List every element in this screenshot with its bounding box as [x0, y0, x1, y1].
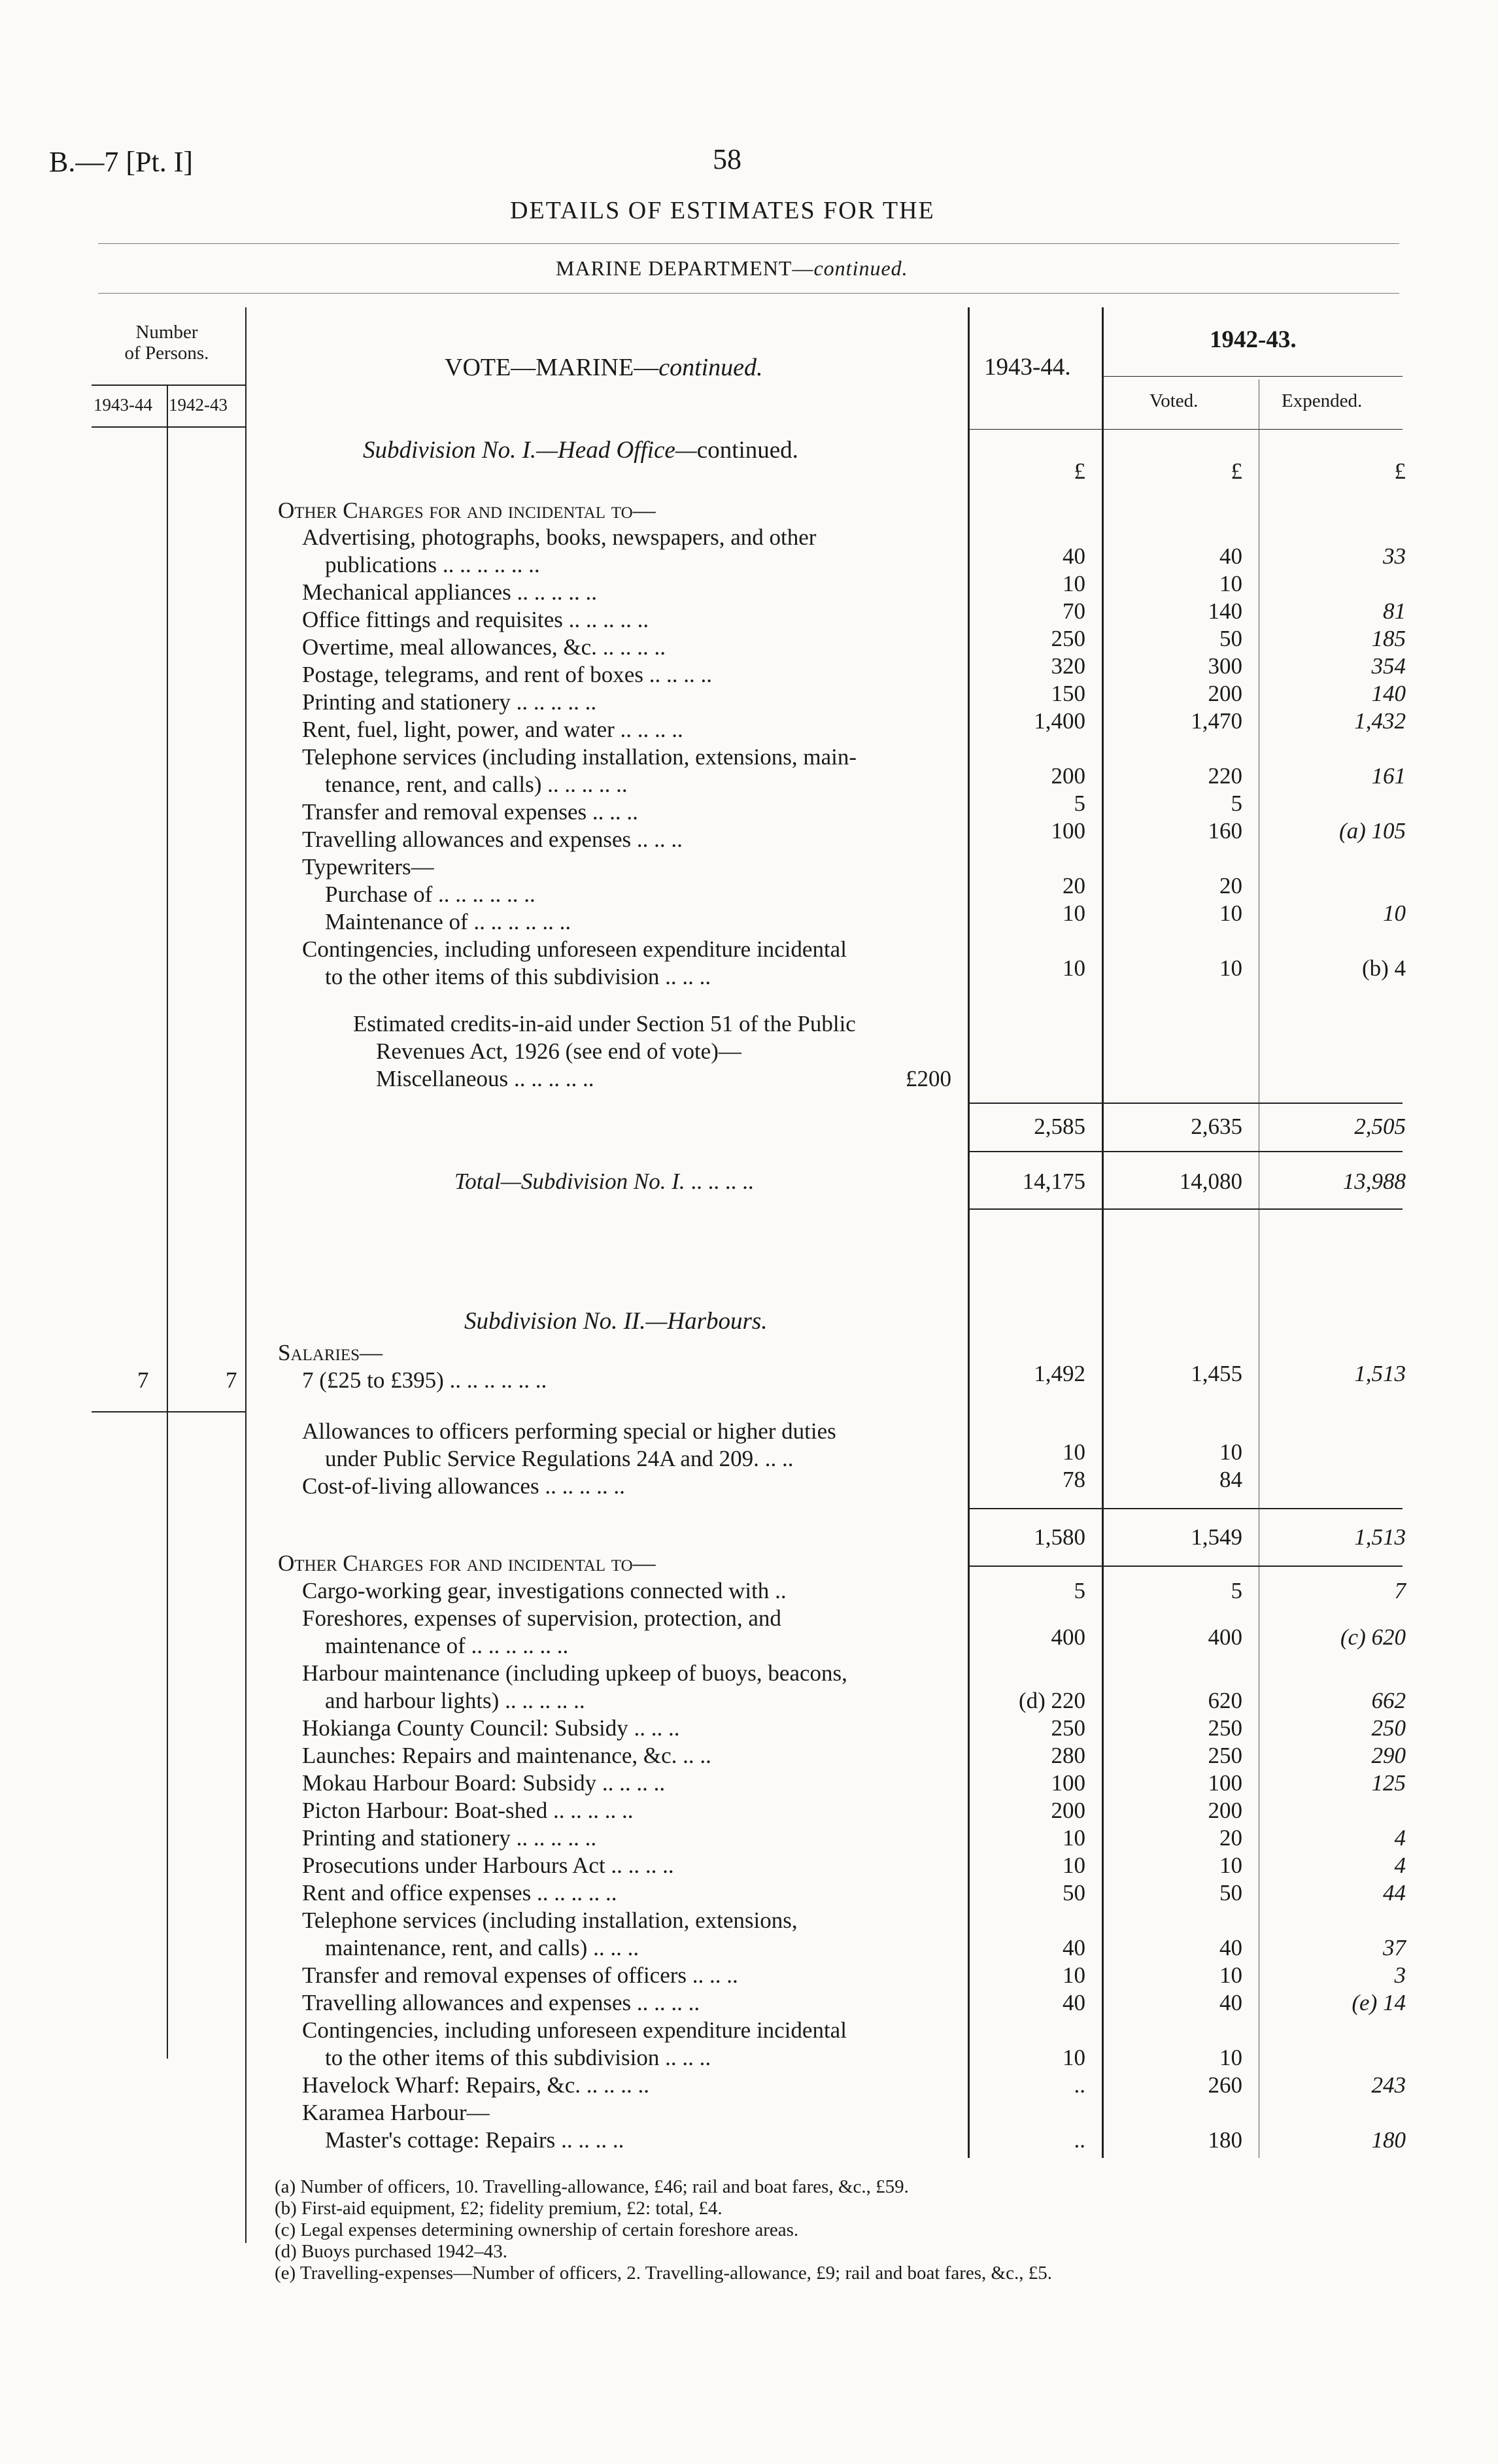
sub2-row-v3: 4: [1394, 1853, 1406, 1878]
sub2-row-label: Telephone services (including installation, extensions,: [302, 1908, 798, 1933]
sub1-row-v2: 200: [1208, 681, 1242, 706]
sub1-row-label: Printing and stationery .. .. .. .. ..: [302, 689, 597, 715]
sub2-subtotal-rule: [968, 1508, 1403, 1509]
sub1-total-v2: 14,080: [1179, 1169, 1242, 1194]
sub2-row-v3: 125: [1371, 1770, 1406, 1796]
persons-right-rule: [245, 307, 247, 2243]
sub1-row-v3: 33: [1383, 543, 1406, 569]
sub1-row-v3: 354: [1371, 653, 1406, 679]
sub1-row-label: publications .. .. .. .. .. ..: [325, 552, 540, 577]
sub1-row-v2: 1,470: [1191, 708, 1242, 734]
sub2-subtotal-v3: 1,513: [1354, 1524, 1406, 1550]
sub1-row-label: Postage, telegrams, and rent of boxes .. .. .. ..: [302, 662, 712, 687]
sub1-row-v3: (b) 4: [1361, 955, 1406, 981]
year-b-label: 1942-43: [169, 395, 228, 415]
sub2-row-v1: (d) 220: [1018, 1688, 1085, 1713]
page-number: 58: [713, 143, 741, 175]
sub1-total-label: Total—Subdivision No. I. .. .. .. ..: [454, 1169, 754, 1194]
col-1943-header: 1943-44.: [984, 354, 1071, 381]
sub1-currency-1943: £: [1074, 458, 1085, 484]
sub2-row-v1: 5: [1074, 1578, 1085, 1603]
sub2-allow-label: Allowances to officers performing special or higher duties: [302, 1418, 836, 1444]
sub1-row-v1: 40: [1063, 543, 1085, 569]
sub1-total-v1: 14,175: [1022, 1169, 1085, 1194]
sub2-allow-v1: 10: [1063, 1439, 1085, 1465]
sub1-subtotal-v1: 2,585: [1034, 1114, 1085, 1139]
footnote-b: (b) First-aid equipment, £2; fidelity premium, £2: total, £4.: [275, 2198, 723, 2219]
sub2-row-label: Transfer and removal expenses of officers .. .. ..: [302, 1962, 738, 1988]
sub1-row-v2: 20: [1219, 873, 1242, 898]
sub1-subtotal-v2: 2,635: [1191, 1114, 1242, 1139]
sub2-row-v1: 400: [1051, 1624, 1085, 1650]
sub2-col-v1: 78: [1063, 1467, 1085, 1492]
sub2-row-v2: 180: [1208, 2127, 1242, 2153]
sub2-row-v3: 3: [1394, 1962, 1406, 1988]
sub1-row-v1: 320: [1051, 653, 1085, 679]
sub2-row-v2: 400: [1208, 1624, 1242, 1650]
sub1-row-v1: 10: [1063, 900, 1085, 926]
page-subtitle: MARINE DEPARTMENT—continued.: [556, 256, 908, 280]
sub2-salary-v2: 1,455: [1191, 1361, 1242, 1386]
sub1-row-v1: 70: [1063, 598, 1085, 624]
sub2-row-label: Master's cottage: Repairs .. .. .. ..: [325, 2127, 624, 2153]
sub1-row-label: Mechanical appliances .. .. .. .. ..: [302, 579, 597, 605]
sub2-row-v2: 620: [1208, 1688, 1242, 1713]
sub2-row-label: Foreshores, expenses of supervision, protection, and: [302, 1605, 781, 1631]
col-expended-header: Expended.: [1282, 390, 1363, 411]
sub2-row-v3: 662: [1371, 1688, 1406, 1713]
sub2-salary-v1: 1,492: [1034, 1361, 1085, 1386]
sub2-row-v1: 40: [1063, 1935, 1085, 1960]
sub2-row-v1: ..: [1074, 2127, 1085, 2153]
sub2-row-v2: 40: [1219, 1935, 1242, 1960]
sub1-row-v2: 10: [1219, 571, 1242, 596]
sub2-row-label: Cargo-working gear, investigations connected with ..: [302, 1578, 787, 1603]
sub2-col-label: Cost-of-living allowances .. .. .. .. ..: [302, 1473, 625, 1499]
sub1-row-label: Transfer and removal expenses .. .. ..: [302, 799, 638, 825]
sub1-row-v2: 300: [1208, 653, 1242, 679]
sub1-total-rule: [968, 1151, 1403, 1152]
sub1-row-label: Telephone services (including installation, extensions, main-: [302, 744, 857, 770]
sub1-total-v3: 13,988: [1342, 1169, 1406, 1194]
sub2-row-v1: 10: [1063, 1825, 1085, 1851]
sub2-row-v1: 100: [1051, 1770, 1085, 1796]
sub1-row-v1: 20: [1063, 873, 1085, 898]
persons-sub-rule: [92, 426, 245, 428]
credits-line-1: Estimated credits-in-aid under Section 51 of the Public: [353, 1011, 856, 1036]
sub2-row-v2: 10: [1219, 1853, 1242, 1878]
col-1942-rule: [1102, 376, 1403, 377]
sub2-row-label: Launches: Repairs and maintenance, &c. .. ..: [302, 1743, 711, 1768]
sub2-row-v3: (c) 620: [1340, 1624, 1406, 1650]
col-voted-header: Voted.: [1149, 390, 1199, 411]
sub2-row-v2: 260: [1208, 2072, 1242, 2098]
sub1-row-v1: 250: [1051, 626, 1085, 651]
sub2-row-label: to the other items of this subdivision .. .. ..: [325, 2045, 711, 2070]
sub2-row-v1: 280: [1051, 1743, 1085, 1768]
sub1-row-v2: 160: [1208, 818, 1242, 844]
persons-header: Number of Persons.: [124, 322, 209, 364]
sub1-row-label: Rent, fuel, light, power, and water .. .. .. ..: [302, 717, 683, 742]
sub2-row-label: Rent and office expenses .. .. .. .. ..: [302, 1880, 617, 1906]
sub2-row-v1: 10: [1063, 2045, 1085, 2070]
sub1-row-label: Office fittings and requisites .. .. .. .. ..: [302, 607, 649, 632]
persons-header-rule: [92, 385, 245, 386]
sub2-row-v3: 180: [1371, 2127, 1406, 2153]
sub1-row-v1: 100: [1051, 818, 1085, 844]
sub2-salaries: Salaries—: [278, 1340, 383, 1365]
sub2-subtotal-v1: 1,580: [1034, 1524, 1085, 1550]
sub2-col-v2: 84: [1219, 1467, 1242, 1492]
sub1-row-v1: 200: [1051, 763, 1085, 789]
year-a-label: 1943-44: [94, 395, 152, 415]
sub2-row-v3: 250: [1371, 1715, 1406, 1741]
sub2-row-v3: 290: [1371, 1743, 1406, 1768]
sub1-row-v1: 5: [1074, 791, 1085, 816]
sub2-salary-label: 7 (£25 to £395) .. .. .. .. .. ..: [302, 1367, 547, 1393]
sub1-row-v3: (a) 105: [1338, 818, 1406, 844]
persons-divider: [167, 385, 168, 2059]
credits-line-3: Miscellaneous .. .. .. .. ..: [376, 1066, 594, 1091]
sub1-row-v3: 10: [1383, 900, 1406, 926]
footnote-d: (d) Buoys purchased 1942–43.: [275, 2241, 508, 2262]
sub2-row-v1: ..: [1074, 2072, 1085, 2098]
sub2-row-v2: 250: [1208, 1715, 1242, 1741]
sub1-row-v2: 50: [1219, 626, 1242, 651]
sub2-title: Subdivision No. II.—Harbours.: [464, 1308, 768, 1335]
sub1-row-v3: 81: [1383, 598, 1406, 624]
sub2-persons-1942: 7: [226, 1367, 237, 1393]
sub1-row-label: Contingencies, including unforeseen expenditure incidental: [302, 936, 847, 962]
vote-title: VOTE—MARINE—continued.: [445, 354, 763, 381]
sub2-subtotal-v2: 1,549: [1191, 1524, 1242, 1550]
sub2-salary-v3: 1,513: [1354, 1361, 1406, 1386]
sub1-row-label: to the other items of this subdivision .. .. ..: [325, 964, 711, 989]
sub1-currency-voted: £: [1231, 458, 1242, 484]
sub1-row-label: tenance, rent, and calls) .. .. .. .. ..: [325, 772, 628, 797]
sub1-row-v3: 185: [1371, 626, 1406, 651]
sub2-row-v1: 40: [1063, 1990, 1085, 2015]
sub1-row-v2: 220: [1208, 763, 1242, 789]
page-title: DETAILS OF ESTIMATES FOR THE: [510, 197, 935, 224]
title-rule: [98, 243, 1399, 244]
sub2-row-v2: 50: [1219, 1880, 1242, 1906]
sub2-persons-rule: [92, 1411, 245, 1412]
sub2-row-v2: 250: [1208, 1743, 1242, 1768]
sub2-row-v3: 44: [1383, 1880, 1406, 1906]
sub1-row-v1: 150: [1051, 681, 1085, 706]
sub1-row-v2: 140: [1208, 598, 1242, 624]
sub1-row-v2: 5: [1231, 791, 1242, 816]
sub2-row-v2: 100: [1208, 1770, 1242, 1796]
col2-left-rule: [1102, 307, 1104, 2158]
sub1-total-bottom-rule: [968, 1208, 1403, 1210]
sub1-row-v2: 10: [1219, 900, 1242, 926]
sub2-row-v1: 10: [1063, 1853, 1085, 1878]
sub2-persons-1943: 7: [137, 1367, 149, 1393]
sub2-row-v2: 10: [1219, 1962, 1242, 1988]
sub2-row-label: Harbour maintenance (including upkeep of buoys, beacons,: [302, 1660, 847, 1686]
sub2-row-label: Karamea Harbour—: [302, 2100, 490, 2125]
sub2-row-v2: 20: [1219, 1825, 1242, 1851]
sub2-row-label: Havelock Wharf: Repairs, &c. .. .. .. ..: [302, 2072, 649, 2098]
sub1-row-label: Advertising, photographs, books, newspapers, and other: [302, 524, 817, 550]
sub2-row-v3: 7: [1394, 1578, 1406, 1603]
sub2-row-v3: 4: [1394, 1825, 1406, 1851]
sub1-row-label: Overtime, meal allowances, &c. .. .. .. ..: [302, 634, 666, 660]
sub1-row-v2: 40: [1219, 543, 1242, 569]
sub2-row-label: Printing and stationery .. .. .. .. ..: [302, 1825, 597, 1851]
col-1942-header: 1942-43.: [1210, 326, 1297, 353]
sub1-subtotal-rule: [968, 1103, 1403, 1104]
sub2-row-label: maintenance, rent, and calls) .. .. ..: [325, 1935, 639, 1960]
footnote-c: (c) Legal expenses determining ownership of certain foreshore areas.: [275, 2219, 799, 2240]
sub2-row-v2: 40: [1219, 1990, 1242, 2015]
sub2-row-v2: 5: [1231, 1578, 1242, 1603]
credits-amount: £200: [906, 1066, 951, 1091]
sub2-row-label: Travelling allowances and expenses .. .. .. ..: [302, 1990, 700, 2015]
sub2-row-label: Contingencies, including unforeseen expenditure incidental: [302, 2017, 847, 2043]
sub1-other-charges: Other Charges for and incidental to—: [278, 498, 656, 523]
sub2-row-label: Prosecutions under Harbours Act .. .. .. ..: [302, 1853, 674, 1878]
sub1-row-label: Purchase of .. .. .. .. .. ..: [325, 881, 536, 907]
sub2-row-v3: 37: [1383, 1935, 1406, 1960]
sub2-row-label: Picton Harbour: Boat-shed .. .. .. .. ..: [302, 1798, 634, 1823]
footnote-a: (a) Number of officers, 10. Travelling-allowance, £46; rail and boat fares, &c., £59.: [275, 2176, 909, 2197]
sub1-row-label: Maintenance of .. .. .. .. .. ..: [325, 909, 571, 934]
sub2-row-v1: 200: [1051, 1798, 1085, 1823]
sub2-allow-label: under Public Service Regulations 24A and 209. .. ..: [325, 1446, 794, 1471]
sub1-row-v2: 10: [1219, 955, 1242, 981]
sub2-row-v3: 243: [1371, 2072, 1406, 2098]
credits-line-2: Revenues Act, 1926 (see end of vote)—: [376, 1038, 741, 1064]
sub2-allow-v2: 10: [1219, 1439, 1242, 1465]
sub2-subtotal-bottom-rule: [968, 1566, 1403, 1567]
sub1-subtotal-v3: 2,505: [1354, 1114, 1406, 1139]
col-header-rule: [968, 429, 1403, 430]
sub1-row-v3: 161: [1371, 763, 1406, 789]
sub2-row-v2: 200: [1208, 1798, 1242, 1823]
sub1-row-v1: 10: [1063, 571, 1085, 596]
sub2-row-label: maintenance of .. .. .. .. .. ..: [325, 1633, 569, 1658]
sub2-row-v1: 250: [1051, 1715, 1085, 1741]
running-head: B.—7 [Pt. I]: [49, 146, 193, 178]
sub1-row-label: Typewriters—: [302, 854, 434, 880]
sub1-row-label: Travelling allowances and expenses .. .. ..: [302, 827, 683, 852]
sub1-currency-expended: £: [1394, 458, 1406, 484]
sub2-other-charges: Other Charges for and incidental to—: [278, 1550, 656, 1576]
sub2-row-v1: 50: [1063, 1880, 1085, 1906]
footnote-e: (e) Travelling-expenses—Number of officers, 2. Travelling-allowance, £9; rail and boat fares, &c., £5.: [275, 2263, 1052, 2284]
sub1-row-v1: 10: [1063, 955, 1085, 981]
subtitle-rule: [98, 293, 1399, 294]
sub2-row-v2: 10: [1219, 2045, 1242, 2070]
sub1-row-v3: 1,432: [1354, 708, 1406, 734]
sub1-row-v1: 1,400: [1034, 708, 1085, 734]
sub1-title: Subdivision No. I.—Head Office—continued.: [363, 437, 798, 464]
sub2-row-label: and harbour lights) .. .. .. .. ..: [325, 1688, 585, 1713]
sub1-row-v3: 140: [1371, 681, 1406, 706]
sub2-row-v3: (e) 14: [1352, 1990, 1406, 2015]
sub2-row-v1: 10: [1063, 1962, 1085, 1988]
sub2-row-label: Hokianga County Council: Subsidy .. .. ..: [302, 1715, 680, 1741]
sub2-row-label: Mokau Harbour Board: Subsidy .. .. .. ..: [302, 1770, 666, 1796]
